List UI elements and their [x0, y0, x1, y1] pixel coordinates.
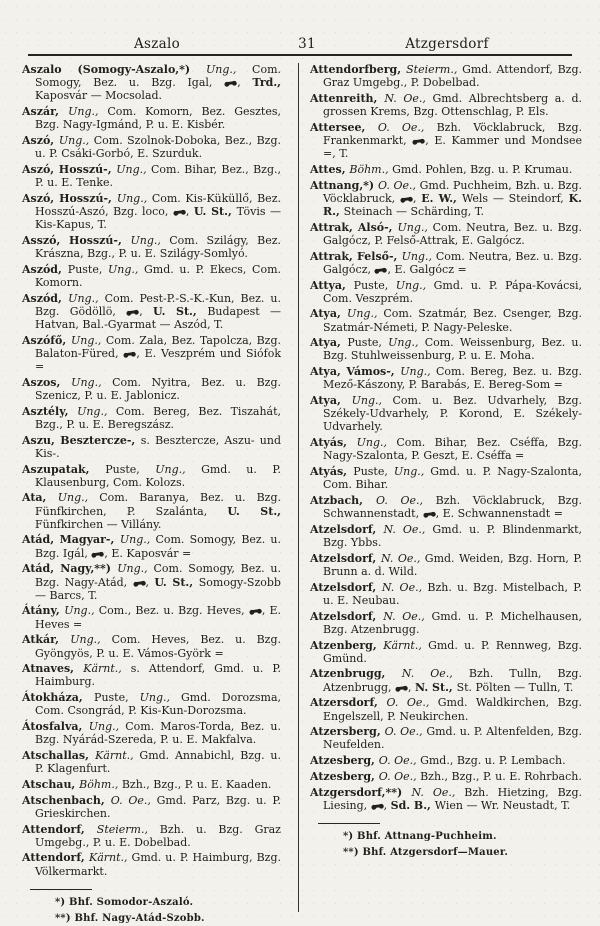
entry-bold-abbrev: E. W.,: [421, 191, 462, 205]
entry-text: Com. Zala, Bez. Tapolcza, Bzg. Balaton-Füred,: [35, 333, 282, 360]
entry-text: Gmd. Albrechtsberg a. d. grossen Krems, Bzg. Ottenschlag, P. Els.: [323, 91, 582, 119]
running-head: [0, 36, 600, 52]
entry-text: Gmd. u. P. Ekecs, Com. Komorn.: [35, 262, 281, 289]
entry-bold-abbrev: U. St.,: [193, 204, 237, 218]
entry-headword: Atschallas,: [22, 748, 96, 762]
entry-headword: Asszó, Hosszú-,: [22, 233, 131, 247]
entry-headword: Atkár,: [22, 633, 71, 647]
entry-bold-abbrev: N. St.,: [415, 680, 457, 694]
entry: [22, 749, 281, 775]
entry-headword: Aszár,: [22, 105, 69, 119]
entry-text: Bzh., Bzg., P. u. E. Rohrbach.: [420, 769, 582, 783]
entry-region-abbrev: O. Oe.,: [110, 793, 157, 807]
entry-headword: Atzenbrugg,: [310, 667, 402, 681]
entry: [22, 192, 281, 231]
entry-text: Com. Komorn, Bez. Gesztes, Bzg. Nagy-Igmánd, P. u. E. Kisbér.: [35, 105, 281, 132]
entry-region-abbrev: Ung.,: [88, 720, 126, 734]
entry: [310, 639, 582, 665]
entry-region-abbrev: Ung.,: [68, 291, 105, 305]
entry-text: Com. Neutra, Bez. u. Bzg. Galgócz, P. Felső-Attrak, E. Galgócz.: [323, 220, 582, 247]
entry-text: Com. Szatmár, Bez. Csenger, Bzg. Szatmár-Németi, P. Nagy-Peleske.: [323, 307, 582, 334]
entry-text: Somogy-Szobb — Barcs, T.: [35, 575, 281, 602]
entry-text: , E. Heves =: [35, 604, 281, 631]
entry-text: Com. Somogy, Bez. u. Bzg. Igál,: [35, 533, 281, 560]
entry-text: Com. Bihar, Bez., Bzg., P. u. E. Tenke.: [35, 162, 282, 190]
entry-headword: Atschenbach,: [22, 793, 111, 807]
entry: [22, 633, 281, 659]
entry-headword: Attrak, Felső-,: [310, 249, 402, 263]
entry-headword: Aszó, Hosszú-,: [22, 162, 117, 176]
entry: [310, 250, 582, 276]
running-head-right-keyword: Atzgersdorf: [405, 36, 489, 52]
footnote: **) Bhf. Atzgersdorf—Mauer.: [343, 847, 509, 859]
footnote: **) Bhf. Nagy-Atád-Szobb.: [55, 913, 205, 925]
entry-headword: Aszupatak,: [22, 462, 106, 476]
entry-text: Puste,: [347, 336, 389, 350]
entry-headword: Attendorfberg,: [310, 63, 407, 76]
entry-region-abbrev: Kärnt.,: [95, 748, 140, 762]
entry-region-abbrev: Kärnt.,: [383, 638, 429, 652]
entry: [22, 491, 281, 530]
entry-text: Com. Bihar, Bez. Cséffa, Bzg. Nagy-Szalonta, P. Geszt, E. Cséffa =: [323, 436, 583, 463]
telegraph-icon: [395, 684, 408, 692]
entry-region-abbrev: N. Oe.,: [381, 580, 428, 594]
entry-region-abbrev: Ung.,: [356, 436, 397, 450]
entry-region-abbrev: O. Oe.,: [376, 494, 436, 507]
entry-region-abbrev: O. Oe.,: [378, 178, 420, 192]
entry-region-abbrev: O. Oe.,: [386, 696, 438, 710]
entry-text: Com. Neutra, Bez. u. Bzg. Galgócz,: [323, 249, 583, 276]
entry-region-abbrev: Ung.,: [71, 333, 106, 347]
entry-headword: Aszó, Hosszú-,: [22, 191, 117, 205]
footnote: *) Bhf. Attnang-Puchheim.: [343, 830, 497, 842]
entry-text: Com. Nyitra, Bez. u. Bzg. Szenicz, P. u. E. Jablonicz.: [35, 375, 281, 402]
entry-text: Gmd. u. P. Nagy-Szalonta, Com. Bihar.: [323, 465, 582, 492]
entry-text: Gmd. u. P. Klausenburg, Com. Kolozs.: [35, 462, 281, 489]
entry-text: Gmd. Waldkirchen, Bzg. Engelszell, P. Neukirchen.: [323, 696, 582, 723]
entry: [310, 465, 582, 491]
telegraph-icon: [249, 607, 262, 615]
telegraph-icon: [412, 137, 425, 145]
entries-left: [22, 63, 281, 878]
entry: [22, 720, 281, 746]
entry-headword: Atya,: [310, 394, 352, 408]
entry-text: , E. Kammer und Mondsee =, T.: [323, 133, 582, 161]
entry-region-abbrev: Ung.,: [401, 249, 436, 263]
entry-region-abbrev: Ung.,: [68, 105, 108, 119]
entry-text: , E. Schwannenstadt =: [435, 507, 563, 521]
entry-text: , E. Veszprém und Siófok =: [35, 346, 281, 374]
entry-text: s. Attendorf, Gmd. u. P. Haimburg.: [35, 662, 282, 689]
entry-region-abbrev: N. Oe.,: [401, 667, 469, 681]
entry-text: Wien — Wr. Neustadt, T.: [434, 798, 571, 812]
entry-region-abbrev: Ung.,: [71, 375, 113, 389]
telegraph-icon: [371, 802, 384, 810]
entry-region-abbrev: Steierm.,: [406, 63, 463, 76]
entry-region-abbrev: O. Oe.,: [378, 769, 421, 783]
entry-headword: Attersee,: [310, 120, 378, 134]
entry-text: ,: [383, 798, 391, 812]
entry-headword: Atzbach,: [310, 494, 376, 507]
entry-region-abbrev: Ung.,: [77, 404, 116, 418]
page-number: 31: [298, 36, 316, 52]
entry-headword: Aszalo (Somogy-Aszalo,*): [22, 63, 207, 76]
entry-region-abbrev: Ung.,: [206, 63, 253, 76]
footnotes-left: [22, 889, 281, 926]
entry-text: Steinach — Schärding, T.: [343, 204, 484, 218]
entry: [310, 725, 582, 751]
entry-headword: Atzesberg,: [310, 769, 379, 783]
entry-headword: Attendorf,: [22, 851, 89, 865]
entry-region-abbrev: Ung.,: [70, 633, 112, 647]
entry-text: Com. Somogy, Bez. u. Bzg. Igal,: [35, 63, 282, 90]
entry: [22, 334, 281, 373]
entry-text: Com. Somogy, Bez. u. Bzg. Nagy-Atád,: [35, 562, 282, 589]
entry-region-abbrev: Ung.,: [117, 562, 154, 576]
entry-headword: Atnaves,: [22, 662, 84, 676]
entry-text: Gmd. u. P. Rennweg, Bzg. Gmünd.: [323, 638, 583, 665]
entry-text: ,: [412, 191, 422, 205]
entry-headword: Aszos,: [22, 375, 72, 389]
running-head-left-keyword: Aszalo: [133, 36, 181, 52]
entry: [310, 307, 582, 333]
entry: [22, 163, 281, 189]
entry-region-abbrev: N. Oe.,: [383, 609, 432, 623]
entry: [310, 336, 582, 362]
header-rule: [28, 54, 572, 56]
entry: [22, 662, 281, 688]
entry-text: Gmd. u. P. Blindenmarkt, Bzg. Ybbs.: [323, 522, 582, 550]
entry-region-abbrev: O. Oe.,: [384, 725, 427, 739]
entry-text: Puste,: [67, 262, 108, 276]
entry-text: Com. Bereg, Bez. Tiszahát, Bzg., P. u. E. Beregszász.: [35, 404, 281, 431]
entry: [22, 794, 281, 820]
entry-text: Gmd. Pohlen, Bzg. u. P. Krumau.: [392, 162, 573, 176]
entry-text: Bzh. Tulln, Bzg. Atzenbrugg,: [323, 667, 582, 694]
entry-region-abbrev: Ung.,: [119, 533, 156, 547]
entry-text: Bzh. u. Bzg. Mistelbach, P. u. E. Neubau.: [323, 580, 582, 607]
entry-bold-abbrev: Trd.,: [252, 76, 281, 90]
entry-region-abbrev: Ung.,: [107, 262, 145, 276]
entry-text: Com. Szilágy, Bez. Krászna, Bzg., P. u. E. Szilágy-Somlyó.: [35, 233, 281, 260]
entry-headword: Átány,: [22, 604, 65, 618]
entry: [310, 121, 582, 160]
telegraph-icon: [126, 308, 139, 316]
entry: [310, 436, 582, 462]
telegraph-icon: [224, 79, 237, 87]
entry-text: Com., Bez. u. Bzg. Heves,: [98, 604, 249, 618]
entry-headword: Aszu, Besztercze-,: [22, 433, 141, 447]
entry-headword: Atád, Magyar-,: [22, 533, 120, 547]
entry: [310, 365, 582, 391]
entry-text: Puste,: [94, 691, 140, 705]
footnotes-right: [310, 823, 582, 860]
entry: [22, 691, 281, 717]
entry: [22, 463, 281, 489]
entry-text: Gmd. Weiden, Bzg. Horn, P. Brunn a. d. Wild.: [323, 551, 583, 578]
entry: [22, 105, 281, 131]
entry-text: Com. Bereg, Bez. u. Bzg. Mező-Kászony, P. Barabás, E. Bereg-Som =: [323, 365, 582, 392]
entry: [22, 434, 281, 460]
entry-text: Wels — Steindorf,: [461, 191, 569, 205]
entry-region-abbrev: Ung.,: [397, 220, 433, 234]
entry-text: Gmd. Puchheim, Bzh. u. Bzg. Vöcklabruck,: [323, 178, 583, 205]
entry-headword: Atzgersdorf,**): [310, 785, 412, 799]
entry-headword: Atzelsdorf,: [310, 580, 382, 594]
entry-headword: Atzersdorf,: [310, 696, 387, 710]
entry-region-abbrev: N. Oe.,: [384, 91, 433, 105]
entry-text: ,: [145, 575, 155, 589]
entry-text: Puste,: [353, 278, 396, 292]
entry-region-abbrev: Ung.,: [130, 233, 170, 247]
footnote-separator: [30, 889, 92, 890]
entry: [310, 179, 582, 218]
entry-text: Com. Pest-P.-S.-K.-Kun, Bez. u. Bzg. Gödöllö,: [35, 291, 281, 318]
entry-text: Bzh., Bzg., P. u. E. Kaaden.: [121, 777, 272, 791]
entry: [310, 754, 582, 767]
entry-text: Gmd. Annabichl, Bzg. u. P. Klagenfurt.: [35, 748, 282, 776]
entry-headword: Atyás,: [310, 465, 354, 479]
entry-text: Com. Weissenburg, Bez. u. Bzg. Stuhlweissenburg, P. u. E. Moha.: [323, 336, 582, 363]
entry-bold-abbrev: K. R.,: [323, 191, 582, 218]
entry-headword: Atyás,: [310, 436, 357, 450]
entry-headword: Atya, Vámos-,: [310, 365, 401, 379]
telegraph-icon: [423, 510, 436, 518]
entry-headword: Atzelsdorf,: [310, 551, 381, 565]
entry-headword: Attya,: [310, 278, 354, 292]
entry-region-abbrev: Ung.,: [388, 336, 425, 350]
entry-text: Bzh. Hietzing, Bzg. Liesing,: [323, 785, 582, 812]
entry-region-abbrev: Ung.,: [116, 162, 151, 176]
entry-region-abbrev: Ung.,: [395, 278, 434, 292]
entry-region-abbrev: Ung.,: [58, 133, 94, 147]
entry: [22, 292, 281, 331]
entry-text: Tövis — Kis-Kapus, T.: [35, 204, 282, 232]
entry-region-abbrev: Ung.,: [57, 491, 100, 505]
entry-text: Gmd., Bzg. u. P. Lembach.: [420, 754, 566, 768]
entry-region-abbrev: Ung.,: [400, 365, 436, 379]
telegraph-icon: [173, 208, 186, 216]
entry-headword: Atzelsdorf,: [310, 609, 384, 623]
entry-region-abbrev: Ung.,: [347, 307, 384, 321]
entry-region-abbrev: Kärnt.,: [83, 662, 131, 676]
entry-headword: Atya,: [310, 307, 348, 321]
entry-region-abbrev: Ung.,: [64, 604, 99, 618]
footnote: *) Bhf. Somodor-Aszaló.: [55, 896, 194, 908]
entry-region-abbrev: O. Oe.,: [377, 120, 437, 134]
entry: [22, 234, 281, 260]
entry-text: Com. u. Bez. Udvarhely, Bzg. Székely-Udvarhely, P. Korond, E. Székely-Udvarhely.: [323, 394, 582, 434]
entry-text: Puste,: [105, 462, 156, 476]
entry: [22, 263, 281, 289]
entry-bold-abbrev: U. St.,: [227, 504, 281, 518]
entry-text: Bzh. Vöcklabruck, Bzg. Schwannenstadt,: [323, 494, 582, 521]
entry-headword: Atya,: [310, 336, 348, 350]
entry: [310, 610, 582, 636]
entry-text: ,: [185, 204, 194, 218]
entry-text: Com. Kis-Küküllő, Bez. Hosszú-Aszó, Bzg. loco,: [35, 191, 281, 218]
entry-bold-abbrev: U. St.,: [154, 575, 199, 589]
entry-headword: Atzersberg,: [310, 725, 385, 739]
entry-text: Com. Baranya, Bez. u. Bzg. Fünfkirchen, P. Szalánta,: [35, 491, 281, 518]
entry: [310, 163, 582, 176]
entry-bold-abbrev: U. St.,: [153, 304, 208, 318]
entry-headword: Atschau,: [22, 777, 80, 791]
entry-text: Gmd. u. P. Pápa-Kovácsi, Com. Veszprém.: [323, 278, 582, 305]
entry-headword: Aszód,: [22, 291, 69, 305]
entry: [310, 786, 582, 812]
entry-headword: Átokháza,: [22, 691, 95, 705]
entry-text: Com. Szolnok-Doboka, Bez., Bzg. u. P. Csáki-Gorbó, E. Szurduk.: [35, 133, 281, 161]
entry-headword: Asztély,: [22, 404, 78, 418]
entry-text: , E. Kaposvár =: [104, 546, 192, 560]
entry-region-abbrev: Kärnt.,: [88, 851, 132, 865]
entry-region-abbrev: Steierm.,: [96, 822, 160, 836]
entry-region-abbrev: N. Oe.,: [383, 522, 433, 536]
text-columns: [22, 63, 583, 925]
entry: [310, 523, 582, 549]
entry-region-abbrev: Ung.,: [393, 465, 431, 479]
telegraph-icon: [374, 266, 387, 274]
entry: [310, 494, 582, 520]
entry: [310, 394, 582, 433]
entry-headword: Atád, Nagy,**): [22, 562, 118, 576]
entry: [310, 63, 582, 89]
entry-text: Com. Heves, Bez. u. Bzg. Gyöngyös, P. u. E. Vámos-Györk =: [35, 633, 282, 660]
entry-region-abbrev: N. Oe.,: [380, 551, 425, 565]
entry: [22, 63, 281, 102]
entry-text: Budapest — Hatvan, Bal.-Gyarmat — Aszód, T.: [35, 304, 281, 331]
telegraph-icon: [123, 350, 136, 358]
entry-bold-abbrev: Sd. B.,: [390, 798, 435, 812]
entry: [22, 405, 281, 431]
entry-region-abbrev: Böhm.,: [79, 777, 122, 791]
entry-headword: Atzenberg,: [310, 638, 384, 652]
entry-region-abbrev: Ung.,: [139, 691, 181, 705]
entry-text: Com. Maros-Torda, Bez. u. Bzg. Nyárád-Szereda, P. u. E. Makfalva.: [35, 720, 281, 747]
entry-text: Bzh. u. Bzg. Graz Umgebg., P. u. E. Dobelbad.: [35, 822, 281, 849]
entry-headword: Attrak, Alsó-,: [310, 220, 398, 234]
entry-text: Gmd. Dorozsma, Com. Csongrád, P. Kis-Kun-Dorozsma.: [35, 691, 281, 718]
entry-text: , E. Galgócz =: [387, 262, 467, 276]
entry-text: Gmd. Parz, Bzg. u. P. Grieskirchen.: [35, 793, 281, 820]
entry-headword: Attnang,*): [310, 178, 379, 192]
entry-text: ,: [408, 680, 416, 694]
entry-headword: Atzelsdorf,: [310, 522, 384, 536]
entry: [310, 581, 582, 607]
entry-text: Gmd. u. P. Altenfelden, Bzg. Neufelden.: [323, 725, 582, 752]
column-left: [22, 63, 298, 925]
entry: [22, 604, 281, 630]
entry-region-abbrev: O. Oe.,: [378, 754, 421, 768]
entry: [22, 823, 281, 849]
entry-text: Kaposvár — Mocsolad.: [35, 89, 163, 103]
entry-headword: Attes,: [310, 162, 350, 176]
entry-text: St. Pölten — Tulln, T.: [456, 680, 574, 694]
entry-headword: Ata,: [22, 491, 58, 505]
entry: [310, 221, 582, 247]
entry-headword: Attendorf,: [22, 822, 97, 836]
entry: [310, 667, 582, 693]
entry-text: Puste,: [353, 465, 394, 479]
entry-region-abbrev: Ung.,: [155, 462, 202, 476]
entry-headword: Aszó,: [22, 133, 59, 147]
entry: [22, 778, 281, 791]
entry: [22, 562, 281, 601]
entry: [22, 533, 281, 559]
footnote-separator: [318, 823, 380, 824]
entry-headword: Átosfalva,: [22, 720, 89, 734]
entry-headword: Aszód,: [22, 262, 68, 276]
entry: [310, 279, 582, 305]
entry-text: ,: [237, 76, 253, 90]
entry-text: Gmd. Attendorf, Bzg. Graz Umgebg., P. Dobelbad.: [323, 63, 582, 90]
entry-headword: Attenreith,: [310, 91, 385, 105]
entry-text: Bzh. Vöcklabruck, Bzg. Frankenmarkt,: [323, 120, 582, 147]
entry-region-abbrev: Böhm.,: [349, 162, 393, 176]
entry: [22, 376, 281, 402]
entries-right: [310, 63, 582, 812]
entry-text: Fünfkirchen — Villány.: [35, 517, 162, 531]
entry: [22, 851, 281, 877]
entry-headword: Aszófő,: [22, 333, 72, 347]
entry-text: s. Besztercze, Aszu- und Kis-.: [35, 433, 281, 460]
telegraph-icon: [133, 579, 146, 587]
entry: [310, 552, 582, 578]
entry-headword: Atzesberg,: [310, 754, 379, 768]
entry-text: Gmd. u. P. Michelhausen, Bzg. Atzenbrugg.: [323, 609, 582, 636]
entry-text: Gmd. u. P. Haimburg, Bzg. Völkermarkt.: [35, 851, 281, 878]
entry: [22, 134, 281, 160]
entry: [310, 696, 582, 722]
entry: [310, 770, 582, 783]
entry: [310, 92, 582, 118]
entry-region-abbrev: N. Oe.,: [411, 785, 465, 799]
entry-text: ,: [139, 304, 153, 318]
entry-region-abbrev: Ung.,: [116, 191, 152, 205]
telegraph-icon: [91, 550, 104, 558]
telegraph-icon: [400, 195, 413, 203]
entry-region-abbrev: Ung.,: [351, 394, 393, 408]
column-right: [298, 63, 582, 912]
